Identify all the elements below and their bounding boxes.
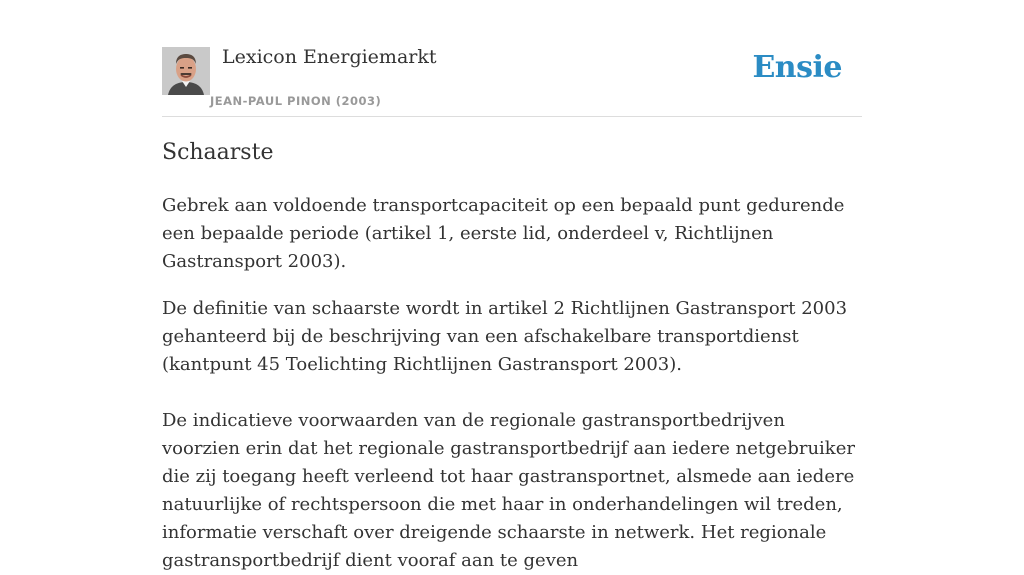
paragraph-2: De definitie van schaarste wordt in artikel 2 Richtlijnen Gastransport 2003 gehanteerd bij de beschrijving van een afschakelbare transportdienst (kantpunt 45 Toelichting Richtlijnen Gastransport 2003). [162,298,848,375]
avatar-portrait-icon [162,47,210,95]
page [162,0,862,571]
paragraph-1: Gebrek aan voldoende transportcapaciteit op een bepaald punt gedurende een bepaalde periode (artikel 1, eerste lid, onderdeel v, Richtlijnen Gastransport 2003). [162,195,845,272]
author-avatar[interactable] [162,47,210,95]
site-title[interactable]: Lexicon Energiemarkt [222,46,437,68]
ensie-logo[interactable]: Ensie [752,50,842,85]
author-name[interactable]: JEAN-PAUL PINON (2003) [210,94,382,108]
paragraph-3: De indicatieve voorwaarden van de regionale gastransportbedrijven voorzien erin dat het regionale gastransportbedrijf aan iedere netgebruiker die zij toegang heeft verleend tot haar gastransportnet, alsmede aan iedere natuurlijke of rechtspersoon die met haar in onderhandelingen wil treden, informatie verschaft over dreigende schaarste in netwerk. Het regionale gastransportbedrijf dient vooraf aan te geven [162,410,855,571]
header [162,0,862,117]
entry-title: Schaarste [162,140,274,165]
entry-body [162,192,868,575]
